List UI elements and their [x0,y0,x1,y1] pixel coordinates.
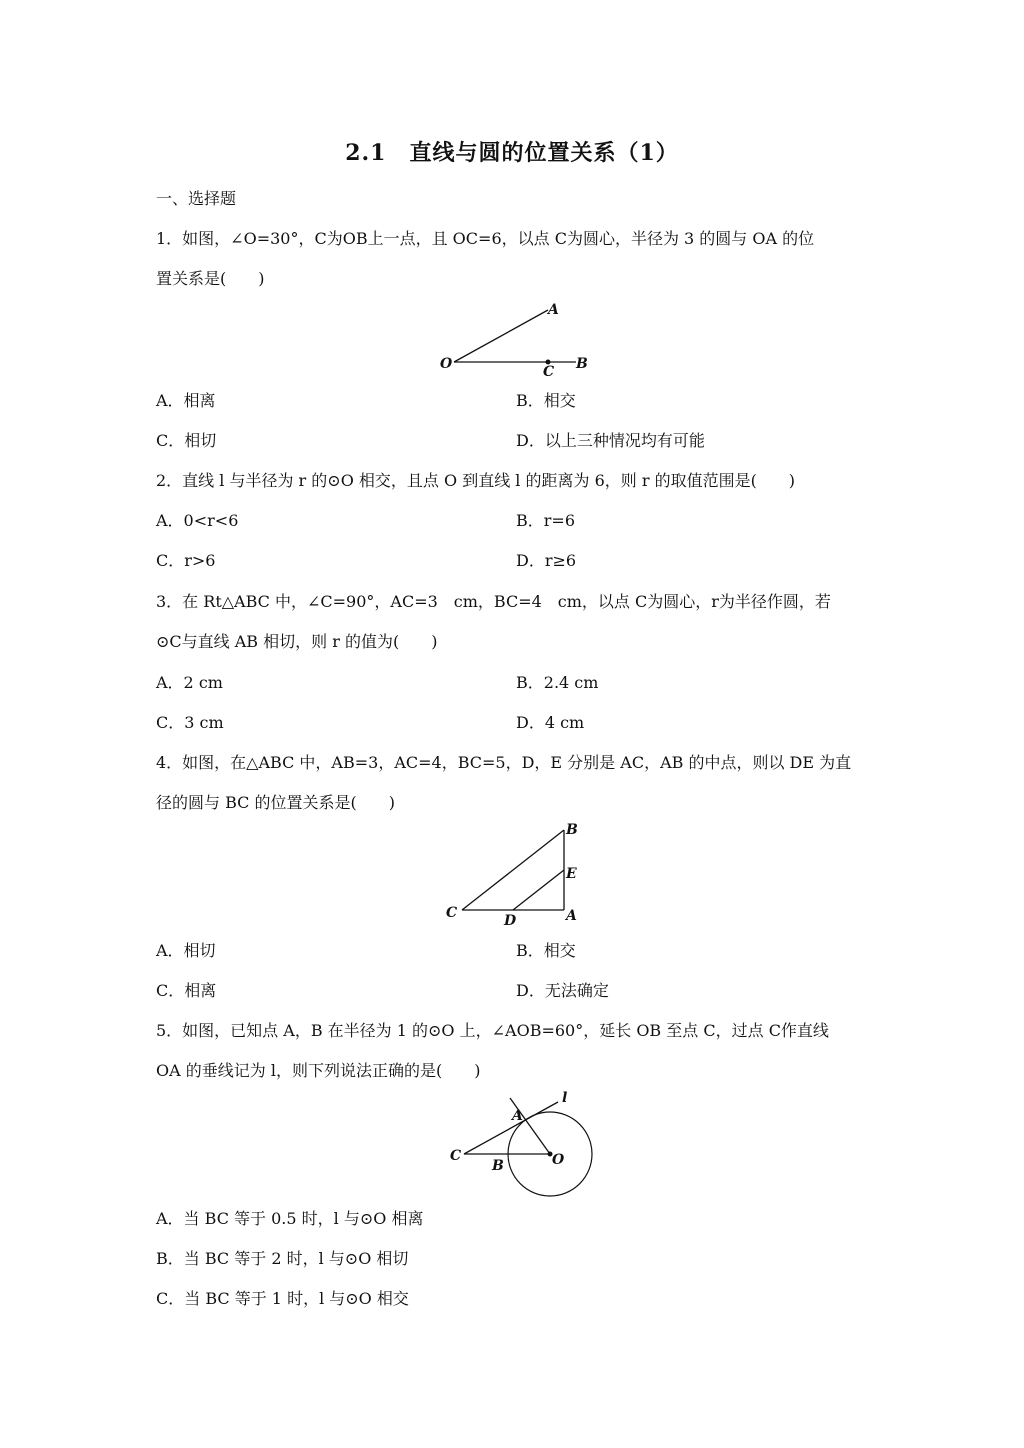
label-b: B [492,1158,504,1174]
q4-figure [440,818,600,930]
label-b: B [566,822,578,838]
label-c: C [446,905,458,921]
q3-option-b[interactable]: B．2.4 cm [516,673,599,692]
q4-option-b[interactable]: B．相交 [516,941,576,960]
q2-option-c[interactable]: C．r>6 [156,551,216,570]
q5-figure [440,1084,610,1204]
q2-text-line1: 2．直线 l 与半径为 r 的⊙O 相交，且点 O 到直线 l 的距离为 6，则 r 的取值范围是( ) [156,471,796,490]
page-title: 2.1 直线与圆的位置关系（1） [345,140,679,166]
q2-option-b[interactable]: B．r=6 [516,511,575,530]
q3-option-d[interactable]: D．4 cm [516,713,585,732]
label-e: E [566,866,577,882]
label-o: O [440,356,453,372]
q1-option-c[interactable]: C．相切 [156,431,217,450]
q2-option-a[interactable]: A．0<r<6 [156,511,239,530]
label-b: B [576,356,588,372]
q2-option-d[interactable]: D．r≥6 [516,551,577,570]
label-a: A [512,1108,523,1124]
label-a: A [566,908,577,924]
q5-option-c[interactable]: C．当 BC 等于 1 时，l 与⊙O 相交 [156,1289,409,1308]
q1-option-b[interactable]: B．相交 [516,391,576,410]
q4-text-line2: 径的圆与 BC 的位置关系是( ) [156,793,395,812]
q5-option-b[interactable]: B．当 BC 等于 2 时，l 与⊙O 相切 [156,1249,409,1268]
q3-text-line1: 3．在 Rt△ABC 中，∠C=90°，AC=3 cm，BC=4 cm，以点 C为圆心，r为半径作圆，若 [156,592,831,611]
q4-option-d[interactable]: D．无法确定 [516,981,609,1000]
label-c: C [543,364,555,380]
label-o: O [552,1152,565,1168]
side-cb [462,830,564,910]
q3-option-c[interactable]: C．3 cm [156,713,224,732]
q4-text-line1: 4．如图，在△ABC 中，AB=3，AC=4，BC=5，D，E 分别是 AC，AB 的中点，则以 DE 为直 [156,753,852,772]
ray-oa [454,310,548,362]
q4-option-c[interactable]: C．相离 [156,981,217,1000]
q1-figure [430,296,600,380]
q1-text-line2: 置关系是( ) [156,269,265,288]
label-c: C [450,1148,462,1164]
q3-text-line2: ⊙C与直线 AB 相切，则 r 的值为( ) [156,632,438,651]
label-d: D [504,913,517,929]
label-a: A [548,302,559,318]
q3-option-a[interactable]: A．2 cm [156,673,223,692]
q5-option-a[interactable]: A．当 BC 等于 0.5 时，l 与⊙O 相离 [156,1209,424,1228]
segment-de [513,870,564,910]
q5-text-line1: 5．如图，已知点 A，B 在半径为 1 的⊙O 上，∠AOB=60°，延长 OB 至点 C，过点 C作直线 [156,1021,829,1040]
q4-option-a[interactable]: A．相切 [156,941,216,960]
line-oa [510,1098,550,1154]
section-heading: 一、选择题 [156,189,237,208]
q1-option-a[interactable]: A．相离 [156,391,216,410]
q1-text-line1: 1．如图，∠O=30°，C为OB上一点，且 OC=6，以点 C为圆心，半径为 3 的圆与 OA 的位 [156,229,815,248]
q1-option-d[interactable]: D．以上三种情况均有可能 [516,431,705,450]
label-l: l [562,1090,568,1106]
q5-text-line2: OA 的垂线记为 l，则下列说法正确的是( ) [156,1061,481,1080]
